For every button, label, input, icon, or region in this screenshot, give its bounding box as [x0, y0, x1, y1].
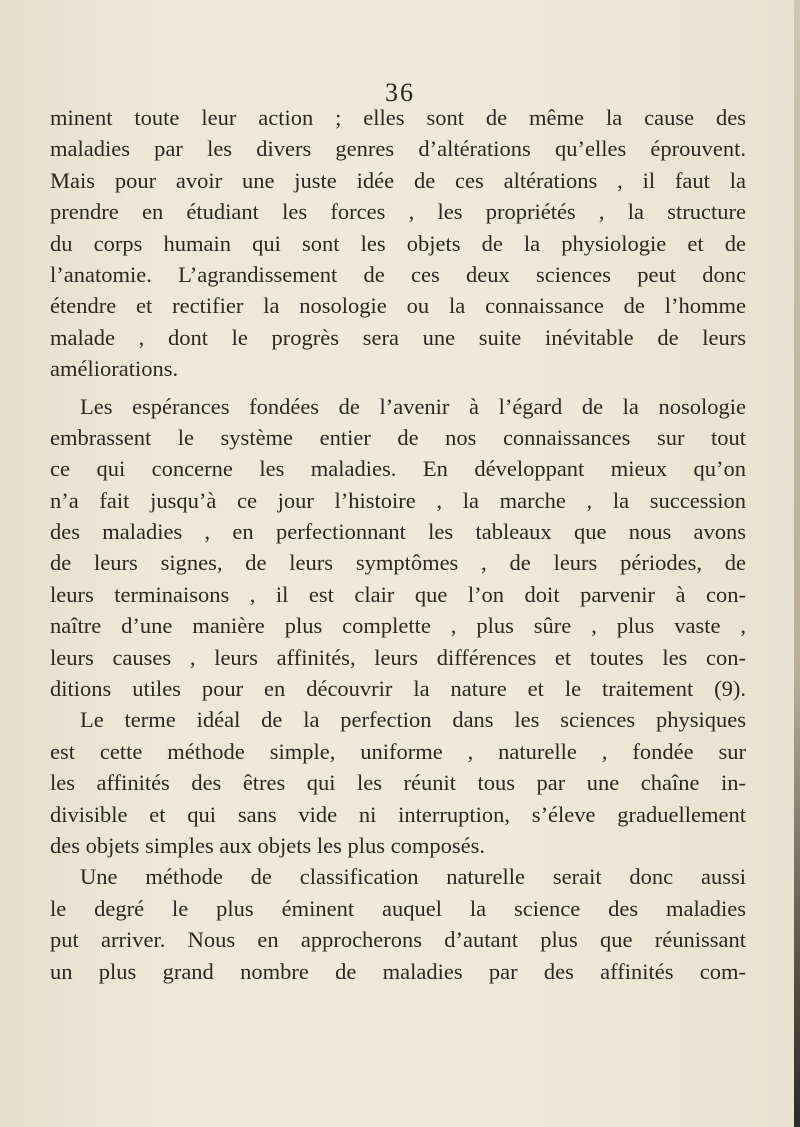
page-edge-shadow — [794, 0, 800, 1127]
text-line: leurs causes , leurs affinités, leurs différences et toutes les con- — [50, 644, 746, 670]
text-line: embrassent le système entier de nos connaissances sur tout — [50, 424, 746, 450]
text-line: le degré le plus éminent auquel la science des maladies — [50, 895, 746, 921]
paragraph-1 — [50, 102, 746, 385]
body-text — [50, 102, 746, 987]
text-line: étendre et rectifier la nosologie ou la connaissance de l’homme — [50, 293, 746, 319]
text-line: du corps humain qui sont les objets de la physiologie et de — [50, 230, 746, 256]
text-line: Mais pour avoir une juste idée de ces altérations , il faut la — [50, 167, 746, 193]
text-line: Une méthode de classification naturelle serait donc aussi — [80, 864, 746, 890]
text-line: divisible et qui sans vide ni interruption, s’éleve graduellement — [50, 801, 746, 827]
paragraph-3 — [50, 704, 746, 861]
text-line: put arriver. Nous en approcherons d’autant plus que réunissant — [50, 927, 746, 953]
text-line: un plus grand nombre de maladies par des affinités com- — [50, 958, 746, 984]
text-line: prendre en étudiant les forces , les propriétés , la structure — [50, 199, 746, 225]
text-line: améliorations. — [50, 356, 179, 382]
text-line: naître d’une manière plus complette , plus sûre , plus vaste , — [50, 613, 746, 639]
text-line: ce qui concerne les maladies. En développant mieux qu’on — [50, 456, 746, 482]
text-line: de leurs signes, de leurs symptômes , de leurs périodes, de — [50, 550, 746, 576]
text-line: n’a fait jusqu’à ce jour l’histoire , la marche , la succession — [50, 487, 746, 513]
text-line: est cette méthode simple, uniforme , naturelle , fondée sur — [50, 738, 746, 764]
text-line: leurs terminaisons , il est clair que l’on doit parvenir à con- — [50, 581, 746, 607]
text-line: l’anatomie. L’agrandissement de ces deux sciences peut donc — [50, 261, 746, 287]
text-line: des objets simples aux objets les plus composés. — [50, 832, 485, 858]
text-line: minent toute leur action ; elles sont de même la cause des — [50, 105, 746, 130]
text-line: maladies par les divers genres d’altérations qu’elles éprouvent. — [50, 136, 746, 162]
page-number: 36 — [385, 78, 415, 107]
text-line: Le terme idéal de la perfection dans les sciences physiques — [80, 707, 746, 733]
text-line: Les espérances fondées de l’avenir à l’égard de la nosologie — [80, 393, 746, 419]
paragraph-2 — [50, 391, 746, 705]
paragraph-4 — [50, 861, 746, 987]
text-line: malade , dont le progrès sera une suite inévitable de leurs — [50, 324, 746, 350]
text-line: des maladies , en perfectionnant les tableaux que nous avons — [50, 519, 746, 545]
text-line: les affinités des êtres qui les réunit tous par une chaîne in- — [50, 770, 746, 796]
text-line: ditions utiles pour en découvrir la nature et le traitement (9). — [50, 676, 746, 702]
